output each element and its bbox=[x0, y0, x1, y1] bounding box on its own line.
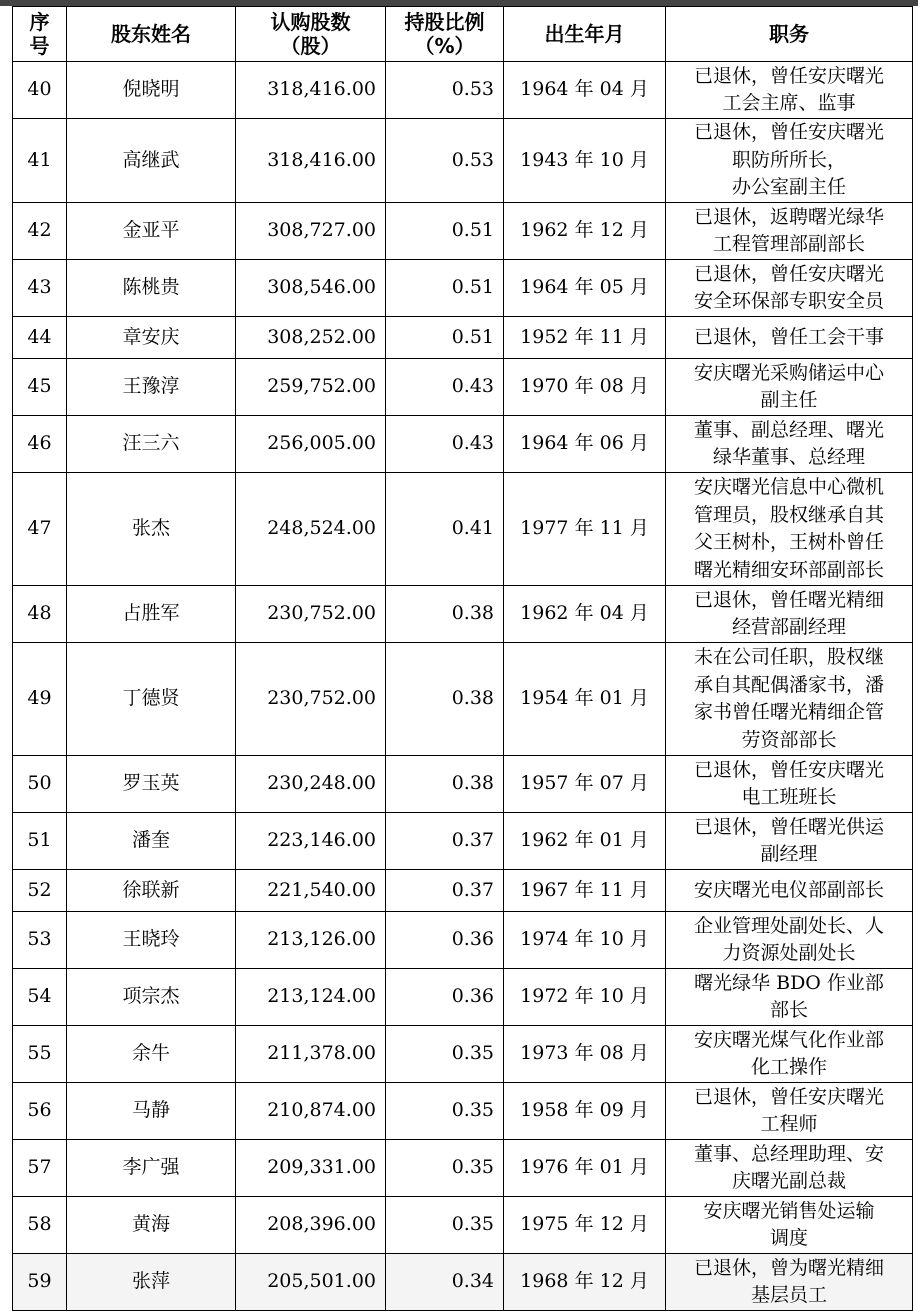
cell-ratio: 0.38 bbox=[386, 756, 504, 813]
cell-birth: 1958 年 09 月 bbox=[504, 1083, 666, 1140]
cell-ratio: 0.51 bbox=[386, 203, 504, 260]
cell-duty bbox=[666, 473, 913, 586]
cell-duty bbox=[666, 813, 913, 870]
cell-ratio: 0.51 bbox=[386, 260, 504, 317]
duty-line: 安庆曙光煤气化作业部 bbox=[693, 1028, 884, 1051]
duty-line: 工程师 bbox=[760, 1113, 818, 1135]
cell-name: 王豫淳 bbox=[67, 359, 236, 416]
cell-shares: 211,378.00 bbox=[236, 1026, 386, 1083]
cell-duty bbox=[666, 260, 913, 317]
cell-birth: 1968 年 12 月 bbox=[504, 1254, 666, 1311]
header-duty: 职务 bbox=[666, 7, 913, 62]
cell-duty bbox=[666, 912, 913, 969]
cell-ratio: 0.36 bbox=[386, 969, 504, 1026]
cell-name: 徐联新 bbox=[67, 870, 236, 912]
duty-line: 调度 bbox=[769, 1227, 808, 1249]
cell-ratio: 0.34 bbox=[386, 1254, 504, 1311]
cell-ratio: 0.35 bbox=[386, 1026, 504, 1083]
cell-duty bbox=[666, 119, 913, 203]
table-row bbox=[13, 1026, 913, 1083]
cell-birth: 1962 年 04 月 bbox=[504, 586, 666, 643]
duty-line: 安庆曙光信息中心微机 bbox=[693, 476, 884, 498]
table-row bbox=[13, 813, 913, 870]
cell-shares: 213,124.00 bbox=[236, 969, 386, 1026]
duty-line: 办公室副主任 bbox=[731, 176, 846, 199]
cell-seq: 51 bbox=[13, 813, 67, 870]
cell-shares: 259,752.00 bbox=[236, 359, 386, 416]
duty-line: 已退休，曾任曙光供运 bbox=[693, 815, 884, 838]
cell-seq: 43 bbox=[13, 260, 67, 317]
cell-duty bbox=[666, 1083, 913, 1140]
cell-seq: 48 bbox=[13, 586, 67, 643]
table-row bbox=[13, 586, 913, 643]
cell-ratio: 0.38 bbox=[386, 643, 504, 756]
cell-seq: 59 bbox=[13, 1254, 67, 1311]
cell-seq: 44 bbox=[13, 317, 67, 359]
cell-duty bbox=[666, 416, 913, 473]
table-row bbox=[13, 203, 913, 260]
cell-seq: 55 bbox=[13, 1026, 67, 1083]
cell-birth: 1964 年 06 月 bbox=[504, 416, 666, 473]
cell-seq: 40 bbox=[13, 62, 67, 119]
cell-shares: 223,146.00 bbox=[236, 813, 386, 870]
header-shares bbox=[236, 7, 386, 62]
cell-seq: 54 bbox=[13, 969, 67, 1026]
header-name: 股东姓名 bbox=[67, 7, 236, 62]
cell-seq: 53 bbox=[13, 912, 67, 969]
cell-shares: 213,126.00 bbox=[236, 912, 386, 969]
cell-birth: 1975 年 12 月 bbox=[504, 1197, 666, 1254]
table-row bbox=[13, 62, 913, 119]
cell-duty bbox=[666, 1026, 913, 1083]
cell-birth: 1976 年 01 月 bbox=[504, 1140, 666, 1197]
header-seq bbox=[13, 7, 67, 62]
duty-line: 管理员，股权继承自其 bbox=[693, 503, 884, 526]
cell-duty bbox=[666, 1197, 913, 1254]
cell-seq: 42 bbox=[13, 203, 67, 260]
duty-line: 安庆曙光电仪部副部长 bbox=[693, 878, 884, 901]
table-row bbox=[13, 912, 913, 969]
cell-birth: 1977 年 11 月 bbox=[504, 473, 666, 586]
cell-ratio: 0.36 bbox=[386, 912, 504, 969]
cell-ratio: 0.51 bbox=[386, 317, 504, 359]
duty-line: 董事、副总经理、曙光 bbox=[693, 418, 884, 441]
header-shares-line2: （股） bbox=[280, 34, 341, 58]
duty-line: 经营部副经理 bbox=[731, 616, 846, 638]
cell-seq: 49 bbox=[13, 643, 67, 756]
cell-duty bbox=[666, 870, 913, 912]
cell-duty bbox=[666, 203, 913, 260]
cell-name: 占胜军 bbox=[67, 586, 236, 643]
cell-seq: 45 bbox=[13, 359, 67, 416]
duty-line: 副主任 bbox=[760, 389, 818, 411]
cell-shares: 308,727.00 bbox=[236, 203, 386, 260]
table-row bbox=[13, 969, 913, 1026]
duty-line: 承自其配偶潘家书，潘 bbox=[693, 673, 884, 696]
cell-name: 李广强 bbox=[67, 1140, 236, 1197]
duty-line: 化工操作 bbox=[750, 1056, 827, 1078]
shareholder-table-container bbox=[12, 6, 912, 1311]
cell-shares: 248,524.00 bbox=[236, 473, 386, 586]
cell-shares: 230,248.00 bbox=[236, 756, 386, 813]
cell-ratio: 0.38 bbox=[386, 586, 504, 643]
table-row bbox=[13, 473, 913, 586]
cell-shares: 209,331.00 bbox=[236, 1140, 386, 1197]
cell-seq: 52 bbox=[13, 870, 67, 912]
cell-ratio: 0.37 bbox=[386, 813, 504, 870]
cell-shares: 256,005.00 bbox=[236, 416, 386, 473]
duty-line: 电工班班长 bbox=[741, 786, 837, 808]
cell-birth: 1967 年 11 月 bbox=[504, 870, 666, 912]
cell-birth: 1973 年 08 月 bbox=[504, 1026, 666, 1083]
duty-line: 副经理 bbox=[760, 843, 818, 865]
table-body bbox=[13, 62, 913, 1311]
cell-birth: 1952 年 11 月 bbox=[504, 317, 666, 359]
cell-ratio: 0.37 bbox=[386, 870, 504, 912]
cell-seq: 47 bbox=[13, 473, 67, 586]
cell-birth: 1954 年 01 月 bbox=[504, 643, 666, 756]
cell-shares: 210,874.00 bbox=[236, 1083, 386, 1140]
cell-ratio: 0.35 bbox=[386, 1083, 504, 1140]
cell-name: 潘奎 bbox=[67, 813, 236, 870]
header-ratio bbox=[386, 7, 504, 62]
duty-line: 绿华董事、总经理 bbox=[712, 446, 865, 468]
table-row bbox=[13, 359, 913, 416]
cell-name: 罗玉英 bbox=[67, 756, 236, 813]
duty-line: 劳资部部长 bbox=[741, 728, 837, 751]
cell-birth: 1957 年 07 月 bbox=[504, 756, 666, 813]
duty-line: 基层员工 bbox=[750, 1284, 827, 1306]
duty-line: 已退休，曾任安庆曙光 bbox=[693, 1085, 884, 1108]
cell-birth: 1964 年 04 月 bbox=[504, 62, 666, 119]
cell-birth: 1943 年 10 月 bbox=[504, 119, 666, 203]
cell-birth: 1970 年 08 月 bbox=[504, 359, 666, 416]
cell-birth: 1964 年 05 月 bbox=[504, 260, 666, 317]
table-row bbox=[13, 870, 913, 912]
cell-name: 王晓玲 bbox=[67, 912, 236, 969]
duty-line: 家书曾任曙光精细企管 bbox=[693, 701, 884, 723]
cell-name: 张萍 bbox=[67, 1254, 236, 1311]
cell-shares: 208,396.00 bbox=[236, 1197, 386, 1254]
cell-seq: 41 bbox=[13, 119, 67, 203]
cell-shares: 230,752.00 bbox=[236, 586, 386, 643]
duty-line: 力资源处副处长 bbox=[722, 942, 856, 964]
table-row bbox=[13, 1197, 913, 1254]
cell-shares: 308,252.00 bbox=[236, 317, 386, 359]
cell-name: 金亚平 bbox=[67, 203, 236, 260]
duty-line: 董事、总经理助理、安 bbox=[693, 1142, 884, 1165]
cell-name: 陈桃贵 bbox=[67, 260, 236, 317]
cell-name: 汪三六 bbox=[67, 416, 236, 473]
cell-ratio: 0.43 bbox=[386, 359, 504, 416]
duty-line: 已退休，曾任安庆曙光 bbox=[693, 262, 884, 285]
header-seq-line1: 序 bbox=[29, 10, 50, 34]
cell-name: 章安庆 bbox=[67, 317, 236, 359]
duty-line: 已退休，曾任安庆曙光 bbox=[693, 758, 884, 781]
cell-name: 倪晓明 bbox=[67, 62, 236, 119]
cell-duty bbox=[666, 359, 913, 416]
duty-line: 未在公司任职，股权继 bbox=[693, 646, 884, 668]
table-row bbox=[13, 416, 913, 473]
cell-duty bbox=[666, 1254, 913, 1311]
duty-line: 工会主席、监事 bbox=[722, 92, 856, 114]
cell-seq: 58 bbox=[13, 1197, 67, 1254]
table-row bbox=[13, 1254, 913, 1311]
duty-line: 安全环保部专职安全员 bbox=[693, 290, 884, 312]
table-row bbox=[13, 756, 913, 813]
duty-line: 曙光精细安环部副部长 bbox=[693, 558, 884, 581]
duty-line: 已退休，曾任曙光精细 bbox=[693, 588, 884, 611]
table-row bbox=[13, 317, 913, 359]
cell-shares: 230,752.00 bbox=[236, 643, 386, 756]
cell-seq: 57 bbox=[13, 1140, 67, 1197]
cell-birth: 1962 年 01 月 bbox=[504, 813, 666, 870]
cell-duty bbox=[666, 969, 913, 1026]
header-shares-line1: 认购股数 bbox=[270, 10, 351, 34]
shareholder-table bbox=[12, 6, 913, 1311]
cell-name: 黄海 bbox=[67, 1197, 236, 1254]
cell-duty bbox=[666, 586, 913, 643]
duty-line: 已退休，曾任安庆曙光 bbox=[693, 64, 884, 87]
cell-name: 马静 bbox=[67, 1083, 236, 1140]
cell-shares: 318,416.00 bbox=[236, 62, 386, 119]
cell-duty bbox=[666, 62, 913, 119]
duty-line: 企业管理处副处长、人 bbox=[693, 914, 884, 937]
table-row bbox=[13, 1140, 913, 1197]
cell-name: 丁德贤 bbox=[67, 643, 236, 756]
duty-line: 已退休，曾任安庆曙光 bbox=[693, 121, 884, 144]
duty-line: 已退休，返聘曙光绿华 bbox=[693, 205, 884, 228]
cell-birth: 1962 年 12 月 bbox=[504, 203, 666, 260]
cell-ratio: 0.43 bbox=[386, 416, 504, 473]
cell-name: 高继武 bbox=[67, 119, 236, 203]
table-header-row bbox=[13, 7, 913, 62]
cell-birth: 1972 年 10 月 bbox=[504, 969, 666, 1026]
header-ratio-line1: 持股比例 bbox=[404, 10, 485, 34]
header-ratio-line2: （%） bbox=[414, 34, 475, 58]
cell-duty bbox=[666, 1140, 913, 1197]
duty-line: 父王树朴，王树朴曾任 bbox=[693, 531, 884, 553]
cell-shares: 318,416.00 bbox=[236, 119, 386, 203]
cell-duty bbox=[666, 756, 913, 813]
cell-seq: 50 bbox=[13, 756, 67, 813]
table-row bbox=[13, 643, 913, 756]
cell-seq: 46 bbox=[13, 416, 67, 473]
cell-ratio: 0.53 bbox=[386, 119, 504, 203]
cell-duty bbox=[666, 317, 913, 359]
header-seq-line2: 号 bbox=[29, 34, 50, 58]
cell-name: 张杰 bbox=[67, 473, 236, 586]
cell-name: 项宗杰 bbox=[67, 969, 236, 1026]
table-row bbox=[13, 260, 913, 317]
cell-birth: 1974 年 10 月 bbox=[504, 912, 666, 969]
duty-line: 庆曙光副总裁 bbox=[731, 1170, 846, 1192]
duty-line: 部长 bbox=[769, 999, 808, 1021]
cell-ratio: 0.53 bbox=[386, 62, 504, 119]
duty-line: 已退休，曾任工会干事 bbox=[693, 325, 884, 348]
duty-line: 安庆曙光销售处运输 bbox=[703, 1199, 875, 1222]
cell-ratio: 0.41 bbox=[386, 473, 504, 586]
duty-line: 工程管理部副部长 bbox=[712, 233, 865, 255]
duty-line: 安庆曙光采购储运中心 bbox=[693, 361, 884, 384]
cell-name: 余牛 bbox=[67, 1026, 236, 1083]
cell-shares: 205,501.00 bbox=[236, 1254, 386, 1311]
duty-line: 曙光绿华 BDO 作业部 bbox=[694, 971, 884, 994]
cell-shares: 221,540.00 bbox=[236, 870, 386, 912]
header-birth: 出生年月 bbox=[504, 7, 666, 62]
duty-line: 职防所所长， bbox=[731, 148, 846, 171]
cell-ratio: 0.35 bbox=[386, 1140, 504, 1197]
cell-seq: 56 bbox=[13, 1083, 67, 1140]
cell-duty bbox=[666, 643, 913, 756]
table-row bbox=[13, 1083, 913, 1140]
table-row bbox=[13, 119, 913, 203]
cell-shares: 308,546.00 bbox=[236, 260, 386, 317]
cell-ratio: 0.35 bbox=[386, 1197, 504, 1254]
duty-line: 已退休，曾为曙光精细 bbox=[693, 1256, 884, 1279]
